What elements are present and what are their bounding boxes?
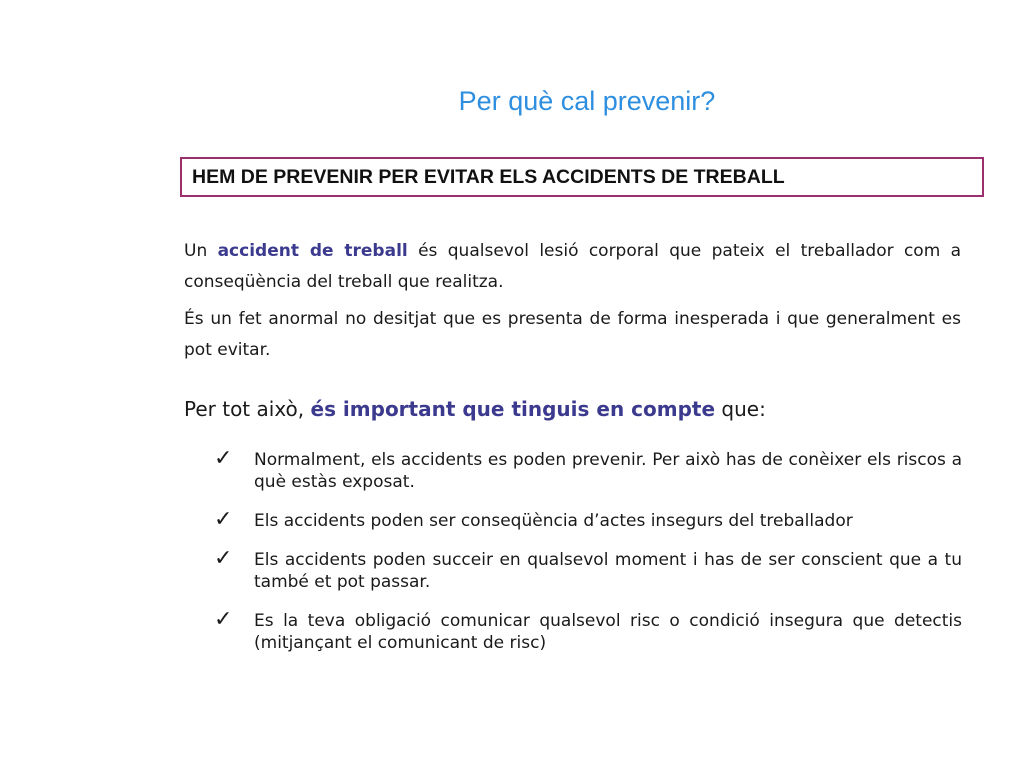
check-mark-icon: ✓ <box>214 607 233 632</box>
list-item-text: Normalment, els accidents es poden prevenir. Per això has de conèixer els riscos a què estàs exposat. <box>254 450 962 492</box>
check-mark-icon: ✓ <box>214 546 233 571</box>
check-mark-icon: ✓ <box>214 446 233 471</box>
check-mark-icon: ✓ <box>214 507 233 532</box>
list-item-text: Els accidents poden ser conseqüència d’actes insegurs del treballador <box>254 511 853 531</box>
description-paragraph: És un fet anormal no desitjat que es presenta de forma inesperada i que generalment es pot evitar. <box>184 309 961 360</box>
bullet-list <box>214 446 962 671</box>
list-item-text: Es la teva obligació comunicar qualsevol risc o condició insegura que detectis (mitjançant el comunicant de risc) <box>254 611 962 653</box>
lead-highlight: és important que tinguis en compte <box>310 397 716 421</box>
list-item <box>214 446 962 493</box>
lead-sentence <box>184 397 766 421</box>
list-item <box>214 507 962 532</box>
definition-highlight: accident de treball <box>217 241 408 261</box>
lead-text-end: que: <box>721 397 766 421</box>
definition-text-start: Un <box>184 241 208 261</box>
definition-text-end: és qualsevol lesió corporal que pateix el treballador com a conseqüència del treball que realitza. <box>184 241 962 292</box>
banner-box: HEM DE PREVENIR PER EVITAR ELS ACCIDENTS DE TREBALL <box>180 157 984 197</box>
list-item <box>214 607 962 654</box>
definition-paragraph <box>184 236 961 298</box>
list-item <box>214 546 962 593</box>
list-item-text: Els accidents poden succeir en qualsevol moment i has de ser conscient que a tu també et pot passar. <box>254 550 962 592</box>
page-title: Per què cal prevenir? <box>458 86 716 116</box>
lead-text-start: Per tot això, <box>184 397 305 421</box>
